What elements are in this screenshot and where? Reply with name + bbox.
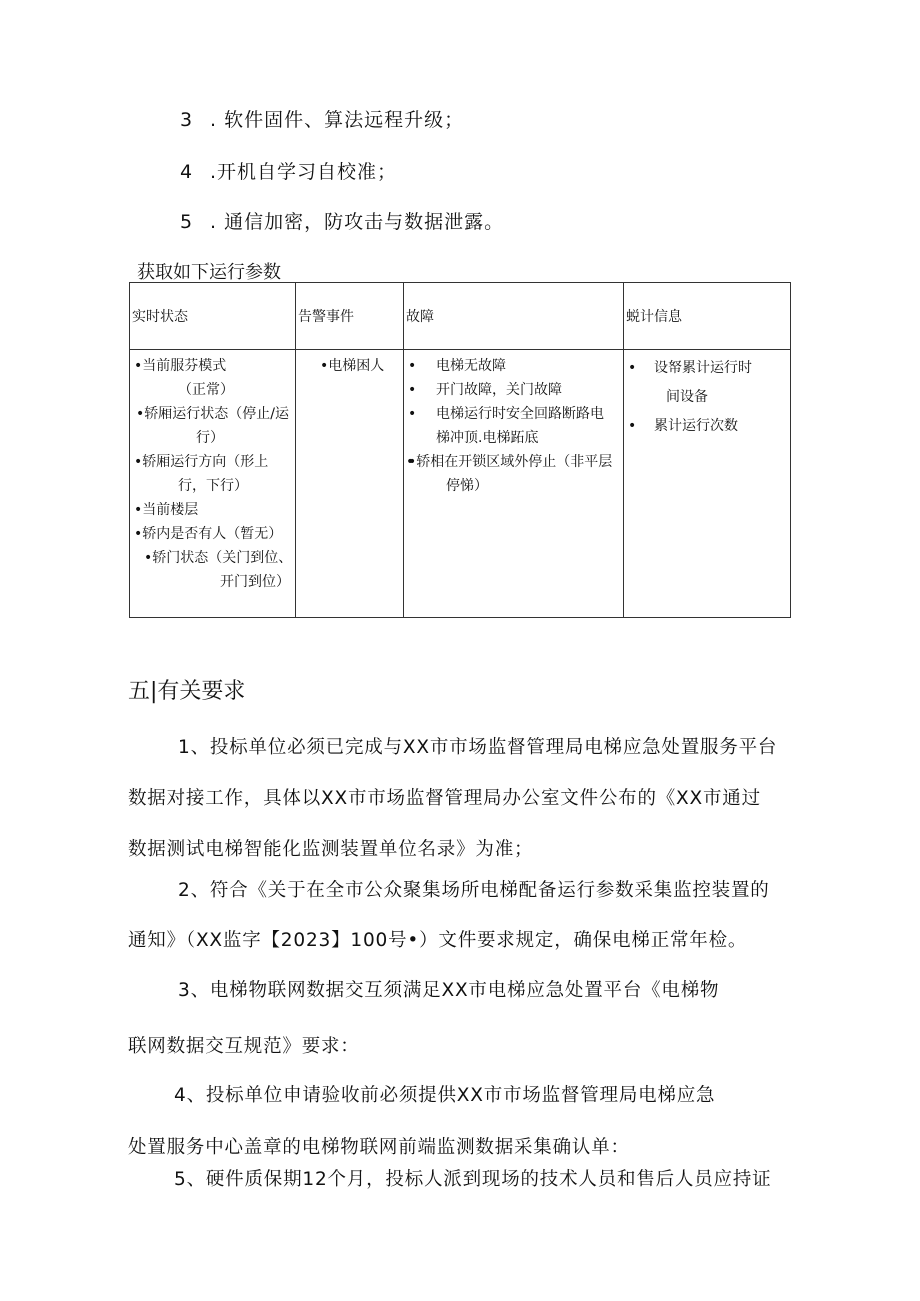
list-item: • 开门故障，关门故障: [406, 378, 621, 402]
cell-realtime-status: [130, 350, 296, 618]
list-item: • 累计运行次数: [626, 412, 788, 441]
list-item: 停悌）: [446, 478, 488, 494]
requirement-3: [128, 963, 798, 1075]
paragraph-line: 通知》（XX监字【2023】100号•）文件要求规定，确保电梯正常年检。: [128, 930, 748, 951]
list-item: •轿门状态（关门到位、: [144, 550, 293, 566]
list-item: •轿厢运行状态（停止/运: [136, 406, 289, 422]
cell-faults: [404, 350, 624, 618]
requirement-2: [128, 866, 798, 966]
list-item-5: [180, 207, 504, 234]
list-item: （正常）: [178, 382, 234, 398]
paragraph-line: 5、硬件质保期12个月，投标人派到现场的技术人员和售后人员应持证: [174, 1169, 772, 1190]
requirement-4: [128, 1070, 798, 1174]
cell-alarm-events: [296, 350, 404, 618]
header-text: 故障: [406, 309, 434, 325]
table-body-row: [130, 350, 791, 618]
list-item: • 电梯运行时安全回路断路电: [406, 402, 621, 426]
list-item: • 电梯无故障: [406, 354, 621, 378]
list-item: • •轿相在开锁区域外停止（非平层: [406, 450, 621, 474]
list-text: . 软件固件、算法远程升级；: [210, 109, 465, 131]
paragraph-line: 2、符合《关于在全市公众聚集场所电梯配备运行参数采集监控装置的: [178, 880, 770, 901]
list-item: •电梯困人: [320, 358, 385, 374]
header-realtime-status: [130, 283, 296, 350]
list-item: •当前楼层: [134, 502, 199, 518]
table-caption: 获取如下运行参数: [137, 262, 281, 283]
list-item-3: [180, 105, 464, 132]
header-statistics: [624, 283, 791, 350]
list-item: •当前服芬模式: [134, 358, 227, 374]
requirement-1: [128, 722, 798, 875]
list-text: . 通信加密，防攻击与数据泄露。: [210, 211, 505, 233]
paragraph-line: 数据对接工作，具体以XX市市场监督管理局办公室文件公布的《XX市通过: [128, 788, 761, 809]
header-text: 实时状态: [132, 309, 188, 325]
list-item: •轿厢运行方向（形上: [134, 454, 269, 470]
requirement-5: [128, 1160, 798, 1200]
parameters-table: [129, 282, 791, 618]
list-item: 行）: [196, 430, 224, 446]
paragraph-line: 1、投标单位必须已完成与XX市市场监督管理局电梯应急处置服务平台: [178, 737, 778, 758]
list-item-4: [180, 157, 397, 184]
header-text: 告警事件: [298, 309, 354, 325]
paragraph-line: 3、电梯物联网数据交互须满足XX市电梯应急处置平台《电梯物: [178, 980, 720, 1001]
paragraph-line: 处置服务中心盖章的电梯物联网前端监测数据采集确认单：: [128, 1137, 630, 1158]
header-alarm-events: [296, 283, 404, 350]
header-text: 蜕计信息: [626, 309, 682, 325]
table-header-row: [130, 283, 791, 350]
list-item: 梯冲顶.电梯跖底: [436, 430, 539, 446]
list-item: 行，下行）: [178, 478, 248, 494]
list-number: 4: [180, 161, 194, 183]
section-title: 五|有关要求: [128, 679, 246, 704]
header-faults: [404, 283, 624, 350]
cell-statistics: [624, 350, 791, 618]
list-item: 开门到位）: [220, 574, 290, 590]
paragraph-line: 数据测试电梯智能化监测装置单位名录》为准；: [128, 839, 534, 860]
list-item: • 设帑累计运行时: [626, 354, 788, 383]
list-text: .开机自学习自校准；: [210, 161, 398, 183]
list-item: •轿内是否有人（暂无）: [134, 526, 283, 542]
paragraph-line: 4、投标单位申请验收前必须提供XX市市场监督管理局电梯应急: [174, 1085, 716, 1106]
list-number: 5: [180, 211, 194, 233]
list-number: 3: [180, 109, 194, 131]
paragraph-line: 联网数据交互规范》要求：: [128, 1036, 360, 1057]
list-item: 间设备: [666, 389, 708, 405]
